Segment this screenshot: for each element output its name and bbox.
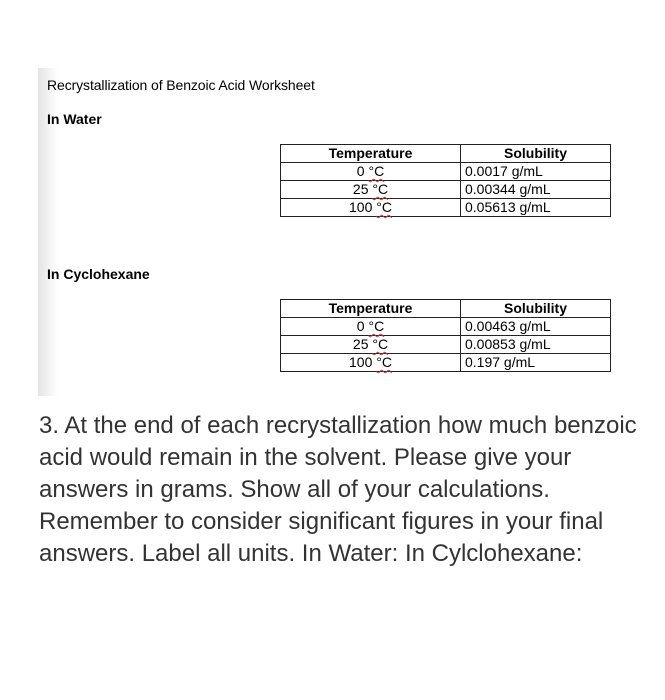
temperature-unit: °C (376, 354, 392, 370)
temperature-cell (281, 199, 461, 217)
solubility-cell: 0.197 g/mL (461, 354, 611, 372)
solubility-header: Solubility (461, 145, 611, 163)
temperature-value: 100 (349, 354, 373, 370)
solubility-cell: 0.05613 g/mL (461, 199, 611, 217)
water-solubility-table (280, 144, 611, 217)
temperature-unit: °C (368, 318, 385, 334)
table-row (281, 199, 611, 217)
table-header-row (281, 300, 611, 318)
temperature-cell (281, 163, 461, 181)
temperature-value: 100 (349, 199, 373, 215)
temperature-unit: °C (372, 336, 389, 352)
table-row (281, 181, 611, 199)
temperature-cell (281, 336, 461, 354)
temperature-unit: °C (372, 181, 389, 197)
temperature-value: 0 (356, 318, 365, 334)
cyclohexane-solubility-table (280, 299, 611, 372)
temperature-unit: °C (368, 163, 385, 179)
worksheet-title: Recrystallization of Benzoic Acid Worksheet (47, 77, 315, 93)
table-row (281, 163, 611, 181)
solubility-cell: 0.0017 g/mL (461, 163, 611, 181)
cyclohexane-heading: In Cyclohexane (47, 266, 150, 282)
temperature-value: 25 (352, 336, 369, 352)
table-row (281, 354, 611, 372)
temperature-cell (281, 354, 461, 372)
water-heading: In Water (47, 111, 102, 127)
temperature-value: 25 (352, 181, 369, 197)
solubility-header: Solubility (461, 300, 611, 318)
solubility-cell: 0.00853 g/mL (461, 336, 611, 354)
table-row (281, 318, 611, 336)
temperature-unit: °C (376, 199, 392, 215)
temperature-header: Temperature (281, 300, 461, 318)
temperature-header: Temperature (281, 145, 461, 163)
temperature-cell (281, 318, 461, 336)
temperature-cell (281, 181, 461, 199)
table-row (281, 336, 611, 354)
table-header-row (281, 145, 611, 163)
solubility-cell: 0.00344 g/mL (461, 181, 611, 199)
solubility-cell: 0.00463 g/mL (461, 318, 611, 336)
temperature-value: 0 (356, 163, 365, 179)
question-text: 3. At the end of each recrystallization how much benzoic acid would remain in the solvent. Please give your answers in grams. Show all of your calculations. Remember to consider significant figures in your final answers. Label all units. In Water: In Cylclohexane: (39, 412, 637, 567)
